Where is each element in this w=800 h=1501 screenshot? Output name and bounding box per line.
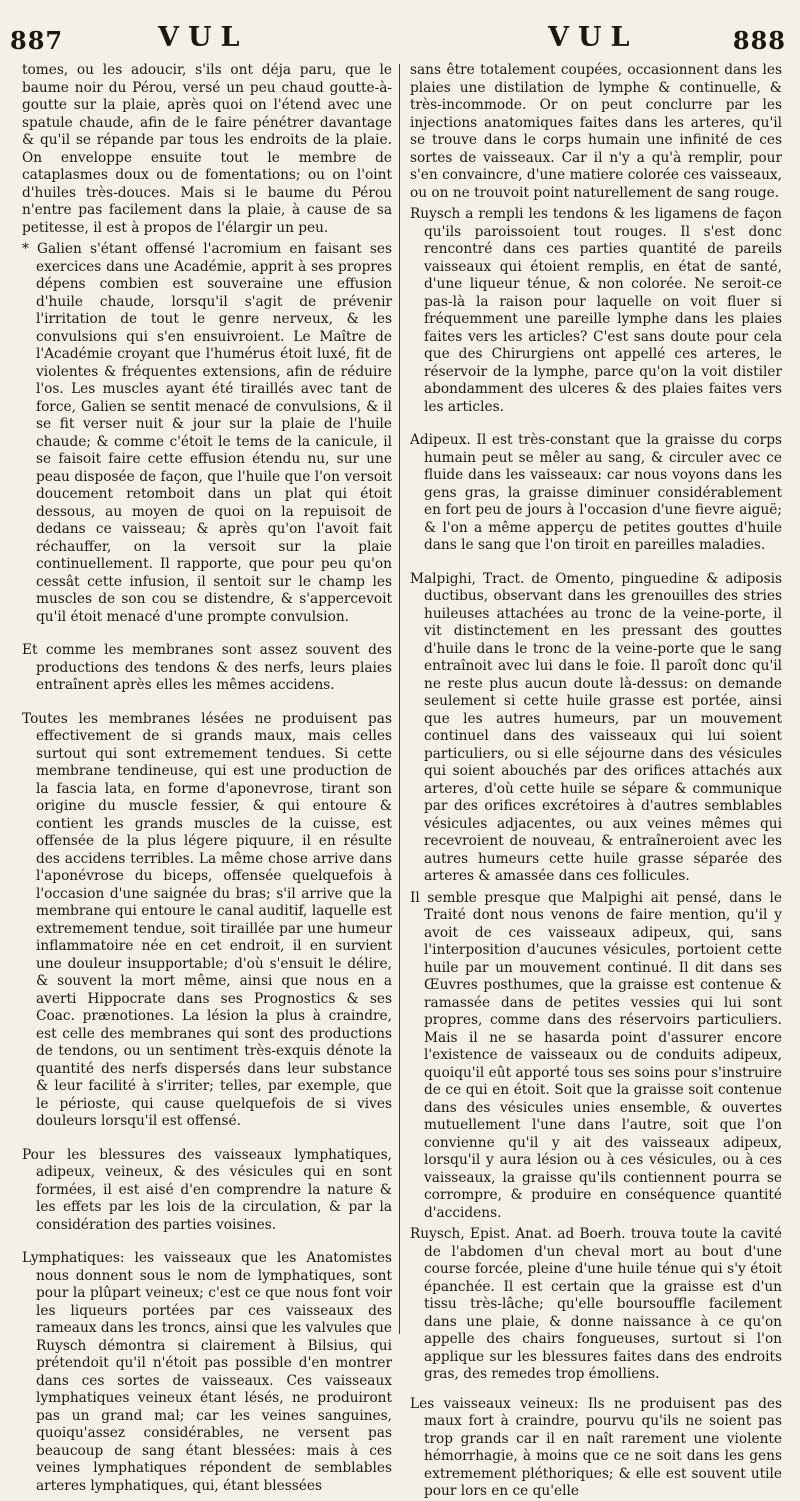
page-header [0, 22, 800, 62]
paragraph: Les vaisseaux veineux: Ils ne produisent pas des maux fort à craindre, pourvu qu'ils ne soient pas trop grands car il en naît rarement une violente hémorrhagie, à moins que ce ne soit dans les gens extremement pléthoriques; & elle est souvent utile pour lors en ce qu'elle [410, 1395, 782, 1499]
paragraph: Adipeux. Il est très-constant que la graisse du corps humain peut se mêler au sang, & circuler avec ce fluide dans les vaisseaux: car nous voyons dans les gens gras, la graisse diminuer considérablement en fort peu de jours à l'occasion d'une fievre aiguë; & l'on a même apperçu de petites gouttes d'huile dans le sang que l'on tiroit en pareilles maladies. [410, 432, 782, 553]
right-page-number: 888 [732, 26, 786, 55]
paragraph: Ruysch, Epist. Anat. ad Boerh. trouva toute la cavité de l'abdomen d'un cheval mort au bout d'une course forcée, pleine d'une huile ténue qui s'y étoit épanchée. Il est certain que la graisse est d'un tissu très-lâche; qu'elle boursouffle facilement dans une plaie, & donne naissance à ce qu'on appelle des chairs fongueuses, surtout si l'on applique sur les blessures faites dans des endroits gras, des remedes trop émolliens. [410, 1226, 782, 1382]
paragraph: Pour les blessures des vaisseaux lymphatiques, adipeux, veineux, & des vésicules qui en sont formées, il est aisé d'en comprendre la nature & les effets par les lois de la circulation, & par la considération des parties voisines. [22, 1146, 392, 1233]
left-running-head: VUL [158, 22, 249, 53]
paragraph: Toutes les membranes lésées ne produisent pas effectivement de si grands maux, mais celles surtout qui sont extremement tendues. Si cette membrane tendineuse, qui est une production de la fascia lata, en forme d'aponevrose, tirant son origine du muscle fessier, & qui entoure & contient les grands muscles de la cuisse, est offensée de la plus légere piquure, il en résulte des accidens terribles. La même chose arrive dans l'aponévrose du biceps, offensée quelquefois à l'occasion d'une saignée du bras; s'il arrive que la membrane qui entoure le canal auditif, laquelle est extremement tendue, soit tiraillée par une humeur inflammatoire née en cet endroit, il en survient une douleur insupportable; d'où s'ensuit le délire, & souvent la mort même, ainsi que nous en a averti Hippocrate dans ses Prognostics & ses Coac. prænotiones. La lésion la plus à craindre, est celle des membranes qui sont des productions de tendons, ou un sentiment très-exquis dénote la quantité des nerfs dispersés dans leur substance & leur facilité à s'irriter; telles, par exemple, que le périoste, qui cause quelquefois de si vives douleurs lorsqu'il est offensé. [22, 710, 392, 1129]
left-column [22, 62, 392, 1495]
right-running-head: VUL [548, 22, 639, 53]
left-page-number: 887 [10, 26, 64, 55]
paragraph: Et comme les membranes sont assez souvent des productions des tendons & des nerfs, leurs plaies entraînent après elles les mêmes accidens. [22, 642, 392, 693]
paragraph: Ruysch a rempli les tendons & les ligamens de façon qu'ils paroissoient tout rouges. Il s'est donc rencontré dans ces parties quantité de pareils vaisseaux qui étoient remplis, en état de santé, d'une liqueur ténue, & non colorée. Ne seroit-ce pas-là la raison pour laquelle on voit fluer si fréquemment une pareille lymphe dans les plaies faites vers les articles? C'est sans doute pour cela que des Chirurgiens ont appellé ces arteres, le réservoir de la lymphe, parce qu'on la voit distiler abondamment des ulceres & des plaies faites vers les articles. [410, 206, 782, 415]
paragraph: Il semble presque que Malpighi ait pensé, dans le Traité dont nous venons de faire mention, qu'il y avoit de ces vaisseaux adipeux, qui, sans l'interposition d'aucunes vésicules, portoient cette huile par un mouvement continué. Il dit dans ses Œuvres posthumes, que la graisse est contenue & ramassée dans de petites vessies qui lui sont propres, comme dans des réservoirs particuliers. Mais il ne se hasarda point d'assurer encore l'existence de vaisseaux ou de conduits adipeux, quoiqu'il eût apporté tous ses soins pour s'instruire de ce qui en étoit. Soit que la graisse soit contenue dans des vésicules unies ensemble, & ouvertes mutuellement l'une dans l'autre, soit que l'on convienne qu'il y ait des vaisseaux adipeux, lorsqu'il y aura lésion ou à ces vésicules, ou à ces vaisseaux, la graisse qu'ils contiennent pourra se corrompre, & produire en conséquence quantité d'accidens. [410, 889, 782, 1221]
paragraph: * Galien s'étant offensé l'acromium en faisant ses exercices dans une Académie, apprit à ses propres dépens combien est souveraine une effusion d'huile chaude, lorsqu'il s'agit de prévenir l'irritation de tout le genre nerveux, & les convulsions qui s'en ensuivroient. Le Maître de l'Académie croyant que l'humérus étoit luxé, fit de violentes & fréquentes extensions, afin de réduire l'os. Les muscles ayant été tiraillés avec tant de force, Galien se sentit menacé de convulsions, & il se fit verser nuit & jour sur la plaie de l'huile chaude; & comme c'étoit le tems de la canicule, il se faisoit faire cette effusion étendu nu, sur une peau disposée de façon, que l'huile que l'on versoit doucement retomboit dans un plat qui étoit dessous, au moyen de quoi on la repuisoit de dedans ce vaisseau; & après qu'on l'avoit fait réchauffer, on la versoit sur la plaie continuellement. Il rapporte, que pour peu qu'on cessât cette infusion, il sentoit sur le champ les muscles de son cou se distendre, & s'appercevoit qu'il étoit menacé d'une prompte convulsion. [22, 241, 392, 625]
paragraph: sans être totalement coupées, occasionnent dans les plaies une distilation de lymphe & continuelle, & très-incommode. Or on peut conclurre par les injections anatomiques faites dans les arteres, qu'il se trouve dans le corps humain une infinité de ces sortes de vaisseaux. Car il n'y a qu'à remplir, pour s'en convaincre, d'une matiere colorée ces vaisseaux, ou on ne trouvoit point naturellement de sang rouge. [410, 62, 782, 201]
column-rule [399, 64, 400, 1334]
paragraph: Malpighi, Tract. de Omento, pinguedine & adiposis ductibus, observant dans les grenouilles des stries huileuses attachées au tronc de la veine-porte, il vit distinctement en les pressant des gouttes d'huile dans le tronc de la veine-porte que le sang entraînoit avec lui dans le foie. Il paroît donc qu'il ne reste plus aucun doute là-dessus: on demande seulement si cette huile grasse est portée, ainsi que les autres humeurs, par un mouvement continuel dans des vaisseaux qui lui soient particuliers, ou si elle séjourne dans des vésicules qui soient abouchés par des orifices attachés aux arteres, d'où cette huile se sépare & communique par des orifices excrétoires à d'autres semblables vésicules adjacentes, ou aux veines mêmes qui recevroient de nouveau, & entraîneroient avec les autres humeurs cette huile grasse séparée des arteres & amassée dans ces follicules. [410, 570, 782, 884]
paragraph: Lymphatiques: les vaisseaux que les Anatomistes nous donnent sous le nom de lymphatiques, sont pour la plûpart veineux; c'est ce que nous font voir les liqueurs portées par ces vaisseaux des rameaux dans les troncs, ainsi que les valvules que Ruysch démontra si clairement à Bilsius, qui prétendoit qu'il n'étoit pas possible d'en montrer dans ces sortes de vaisseaux. Ces vaisseaux lymphatiques veineux étant lésés, ne produiront pas un grand mal; car les veines sanguines, quoiqu'assez considérables, ne versent pas beaucoup de sang étant blessées: mais à ces veines lymphatiques répondent de semblables arteres lymphatiques, qui, étant blessées [22, 1250, 392, 1494]
paragraph: tomes, ou les adoucir, s'ils ont déja paru, que le baume noir du Pérou, versé un peu chaud goutte-à-goutte sur la plaie, après quoi on l'étend avec une spatule chaude, afin de le faire pénétrer davantage & qu'il se répande par tous les endroits de la plaie. On enveloppe ensuite tout le membre de cataplasmes doux ou de fomentations; ou on l'oint d'huiles très-douces. Mais si le baume du Pérou n'entre pas facilement dans la plaie, à cause de sa petitesse, il est à propos de l'élargir un peu. [22, 62, 392, 236]
right-column [410, 62, 782, 1501]
